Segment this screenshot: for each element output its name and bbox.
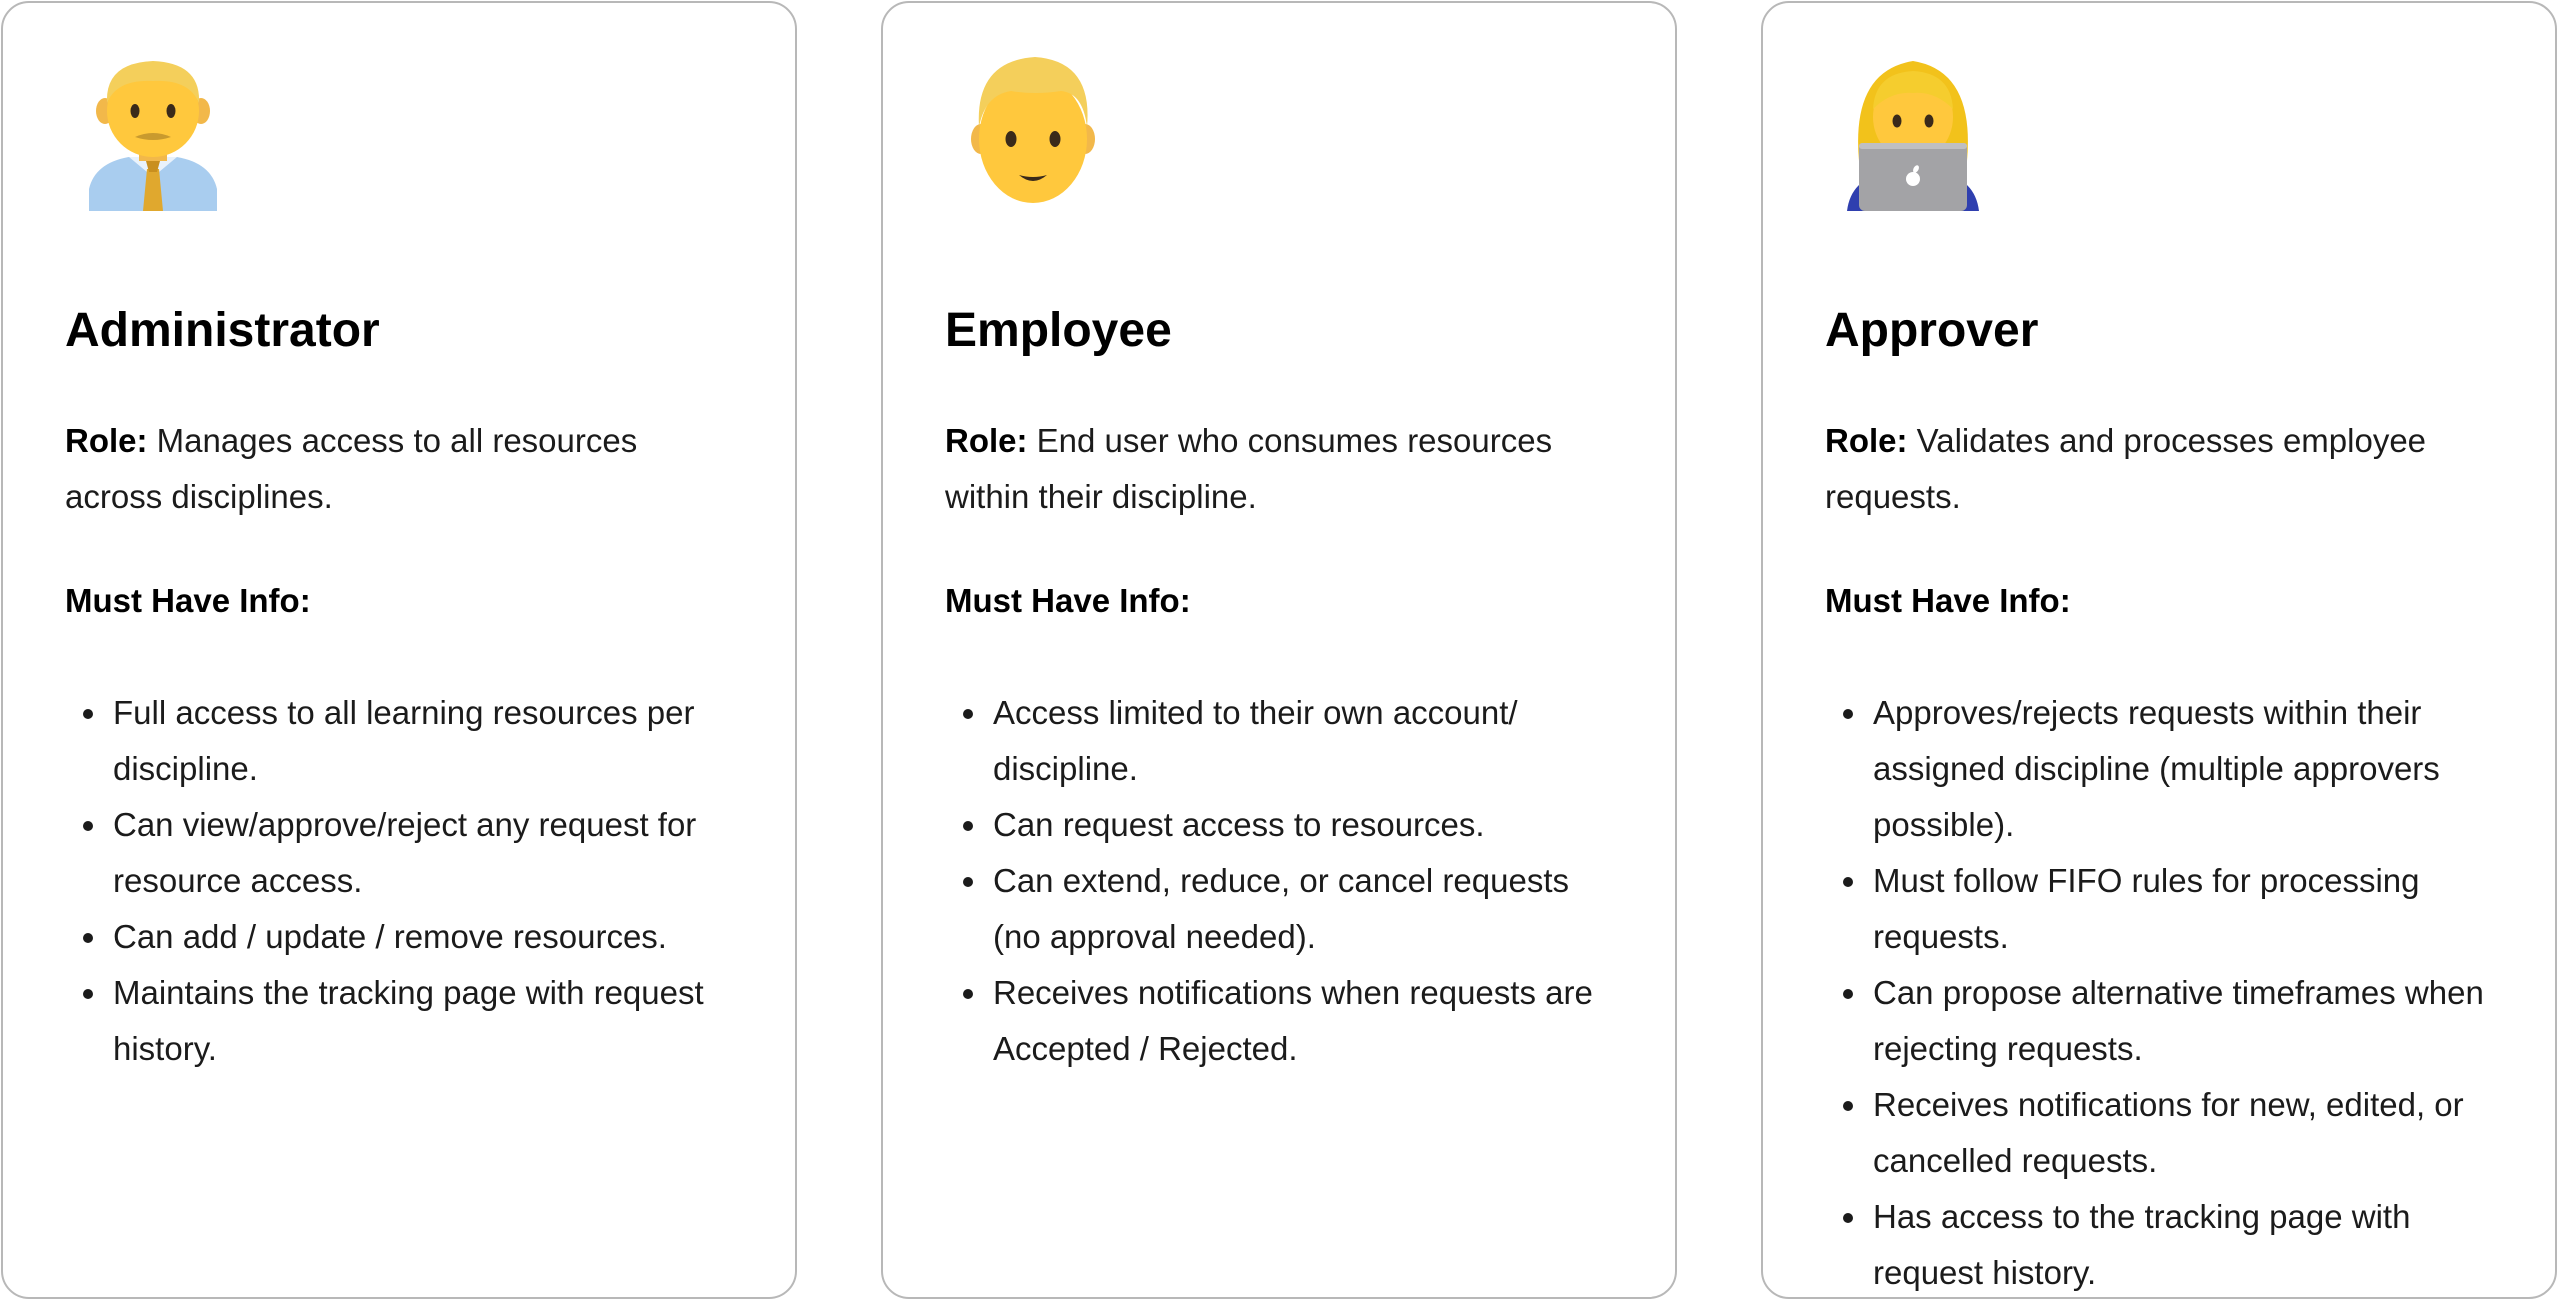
- list-item: Receives notifications when requests are Accepted / Rejected.: [993, 965, 1613, 1077]
- persona-card-employee: [881, 1, 1677, 1299]
- must-have-heading: Must Have Info:: [945, 582, 1191, 619]
- list-item: Maintains the tracking page with request history.: [113, 965, 733, 1077]
- persona-card-administrator: [1, 1, 797, 1299]
- role-text: Manages access to all resources across disciplines.: [65, 422, 638, 515]
- must-have-list: [1825, 685, 2493, 1301]
- must-have-heading: Must Have Info:: [1825, 582, 2071, 619]
- list-item: Has access to the tracking page with request history.: [1873, 1189, 2493, 1301]
- list-item: Can add / update / remove resources.: [113, 909, 733, 965]
- list-item: Can propose alternative timeframes when rejecting requests.: [1873, 965, 2493, 1077]
- role-label: Role:: [1825, 422, 1908, 459]
- list-item: Can view/approve/reject any request for resource access.: [113, 797, 733, 909]
- list-item: Receives notifications for new, edited, or cancelled requests.: [1873, 1077, 2493, 1189]
- persona-title: Administrator: [65, 304, 380, 357]
- man-face-emoji-icon: [965, 51, 1101, 211]
- list-item: Access limited to their own account/ discipline.: [993, 685, 1613, 797]
- must-have-list: [945, 685, 1613, 1077]
- must-have-list: [65, 685, 733, 1077]
- list-item: Approves/rejects requests within their assigned discipline (multiple approvers possible).: [1873, 685, 2493, 853]
- businessman-emoji-icon: [85, 51, 221, 211]
- persona-title: Employee: [945, 304, 1172, 357]
- role-description: [65, 413, 733, 525]
- role-text: End user who consumes resources within their discipline.: [945, 422, 1553, 515]
- persona-card-approver: [1761, 1, 2557, 1299]
- list-item: Can request access to resources.: [993, 797, 1613, 853]
- role-text: Validates and processes employee requests.: [1825, 422, 2427, 515]
- persona-title: Approver: [1825, 304, 2039, 357]
- must-have-heading: Must Have Info:: [65, 582, 311, 619]
- role-description: [1825, 413, 2493, 525]
- list-item: Full access to all learning resources per discipline.: [113, 685, 733, 797]
- list-item: Can extend, reduce, or cancel requests (no approval needed).: [993, 853, 1613, 965]
- role-description: [945, 413, 1613, 525]
- role-label: Role:: [945, 422, 1028, 459]
- role-label: Role:: [65, 422, 148, 459]
- woman-with-laptop-emoji-icon: [1845, 51, 1981, 211]
- list-item: Must follow FIFO rules for processing requests.: [1873, 853, 2493, 965]
